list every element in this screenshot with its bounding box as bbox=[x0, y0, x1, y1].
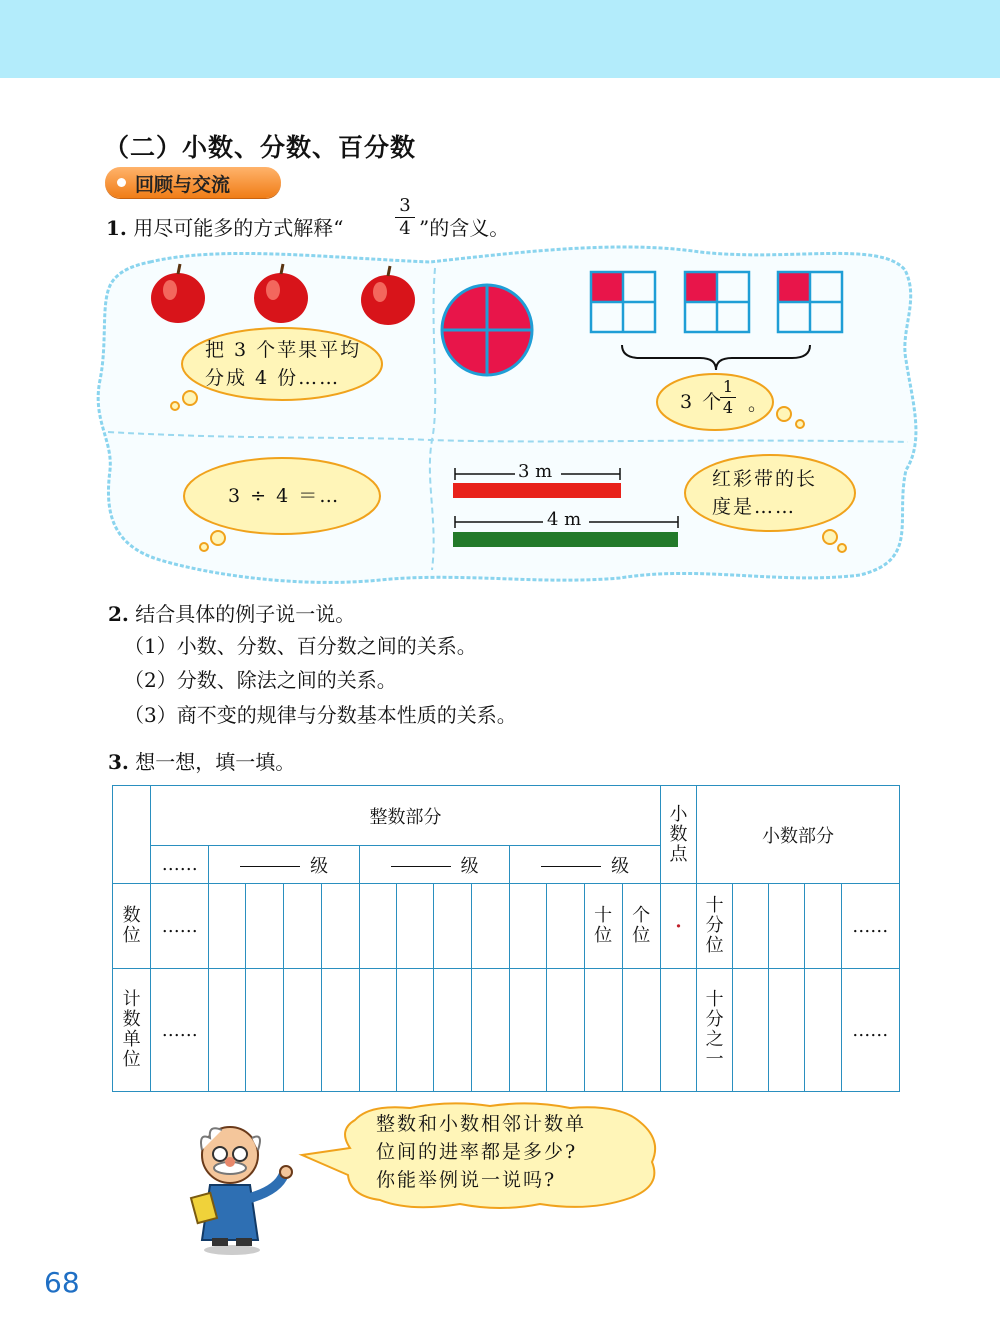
bubble-squares-suffix: 。 bbox=[748, 393, 770, 415]
bubble-apples-line2: 分成 4 份…… bbox=[205, 367, 341, 389]
bubble-apples-text bbox=[205, 336, 361, 392]
question-3-number: 3. bbox=[108, 750, 129, 774]
question-1-number: 1. bbox=[106, 216, 127, 240]
place-cell[interactable] bbox=[246, 884, 283, 969]
question-1-text-before: 用尽可能多的方式解释“ bbox=[133, 216, 344, 240]
unit-cell[interactable] bbox=[246, 969, 283, 1092]
page-number: 68 bbox=[44, 1266, 80, 1299]
unit-cell[interactable] bbox=[510, 969, 547, 1092]
red-ribbon-label: 3 m bbox=[518, 461, 553, 482]
question-3 bbox=[108, 746, 295, 775]
place-cell[interactable] bbox=[510, 884, 547, 969]
unit-cell[interactable] bbox=[769, 969, 805, 1092]
green-ribbon-label: 4 m bbox=[547, 509, 582, 530]
decimal-part-header: 小数部分 bbox=[697, 786, 900, 884]
row-label-place: 数位 bbox=[113, 884, 151, 969]
level-cell[interactable]: 级 bbox=[510, 846, 661, 884]
q1-illustration-panel bbox=[0, 0, 1000, 600]
place-cell[interactable] bbox=[547, 884, 584, 969]
unit-cell[interactable] bbox=[805, 969, 841, 1092]
place-cell[interactable] bbox=[769, 884, 805, 969]
question-2-number: 2. bbox=[108, 602, 129, 626]
red-ribbon bbox=[453, 483, 621, 498]
question-2-text: 结合具体的例子说一说。 bbox=[135, 602, 356, 626]
question-2-item: （3）商不变的规律与分数基本性质的关系。 bbox=[124, 703, 517, 727]
teacher-bubble-line3: 你能举例说一说吗? bbox=[376, 1169, 557, 1191]
place-cell[interactable] bbox=[434, 884, 472, 969]
bubble-ribbon-line1: 红彩带的长 bbox=[712, 468, 818, 490]
place-ellipsis: …… bbox=[151, 884, 209, 969]
unit-cell[interactable] bbox=[584, 969, 622, 1092]
question-3-text: 想一想，填一填。 bbox=[135, 750, 296, 774]
place-cell[interactable] bbox=[805, 884, 841, 969]
decimal-point-dot: · bbox=[660, 884, 696, 969]
unit-ellipsis: …… bbox=[151, 969, 209, 1092]
teacher-bubble-text bbox=[376, 1110, 586, 1194]
unit-cell[interactable] bbox=[547, 969, 584, 1092]
bubble-apples-line1: 把 3 个苹果平均 bbox=[205, 339, 362, 361]
unit-cell[interactable] bbox=[359, 969, 396, 1092]
bubble-division-text: 3 ÷ 4 ＝… bbox=[228, 485, 341, 507]
place-cell[interactable] bbox=[472, 884, 510, 969]
place-cell[interactable] bbox=[321, 884, 359, 969]
table-corner bbox=[113, 786, 151, 884]
fraction-denominator: 4 bbox=[399, 218, 411, 239]
unit-cell[interactable] bbox=[434, 969, 472, 1092]
bubble-squares-fraction bbox=[720, 378, 736, 417]
unit-cell[interactable] bbox=[622, 969, 660, 1092]
level-blank[interactable] bbox=[541, 866, 601, 867]
unit-cell[interactable] bbox=[472, 969, 510, 1092]
unit-tenth: 十分之一 bbox=[697, 969, 733, 1092]
place-cell[interactable] bbox=[359, 884, 396, 969]
unit-ellipsis-right: …… bbox=[841, 969, 899, 1092]
place-cell[interactable] bbox=[209, 884, 246, 969]
unit-cell[interactable] bbox=[209, 969, 246, 1092]
unit-cell[interactable] bbox=[733, 969, 769, 1092]
level-cell[interactable]: 级 bbox=[209, 846, 360, 884]
place-cell[interactable] bbox=[733, 884, 769, 969]
row-label-unit: 计数单位 bbox=[113, 969, 151, 1092]
place-cell[interactable] bbox=[396, 884, 433, 969]
teacher-bubble-line2: 位间的进率都是多少? bbox=[376, 1141, 578, 1163]
section-title: （二）小数、分数、百分数 bbox=[104, 133, 417, 162]
question-1-text-after: ”的含义。 bbox=[419, 216, 510, 240]
question-2-item: （1）小数、分数、百分数之间的关系。 bbox=[124, 634, 477, 658]
place-tens: 十位 bbox=[584, 884, 622, 969]
unit-cell[interactable] bbox=[396, 969, 433, 1092]
level-blank[interactable] bbox=[240, 866, 300, 867]
decimal-point-header: 小数点 bbox=[660, 786, 696, 884]
unit-cell[interactable] bbox=[283, 969, 321, 1092]
place-value-table bbox=[112, 785, 900, 1092]
place-cell[interactable] bbox=[283, 884, 321, 969]
review-badge-label: 回顾与交流 bbox=[135, 174, 231, 196]
fraction-numerator: 3 bbox=[399, 195, 411, 216]
fraction-denominator: 4 bbox=[722, 398, 734, 417]
level-blank[interactable] bbox=[391, 866, 451, 867]
quarter-circle-diagram bbox=[442, 285, 532, 375]
unit-cell[interactable] bbox=[321, 969, 359, 1092]
unit-cell[interactable] bbox=[660, 969, 696, 1092]
green-ribbon bbox=[453, 532, 678, 547]
bubble-squares-prefix: 3 个 bbox=[680, 391, 724, 413]
question-2 bbox=[108, 598, 355, 627]
fraction-numerator: 1 bbox=[722, 377, 734, 396]
teacher-bubble-line1: 整数和小数相邻计数单 bbox=[376, 1113, 587, 1135]
level-cell[interactable]: 级 bbox=[359, 846, 510, 884]
place-ones: 个位 bbox=[622, 884, 660, 969]
level-ellipsis: …… bbox=[151, 846, 209, 884]
question-2-item: （2）分数、除法之间的关系。 bbox=[124, 668, 397, 692]
place-tenths: 十分位 bbox=[697, 884, 733, 969]
bubble-ribbon-text bbox=[712, 465, 817, 521]
integer-part-header: 整数部分 bbox=[151, 786, 661, 846]
bubble-ribbon-line2: 度是…… bbox=[712, 496, 797, 518]
place-ellipsis-right: …… bbox=[841, 884, 899, 969]
